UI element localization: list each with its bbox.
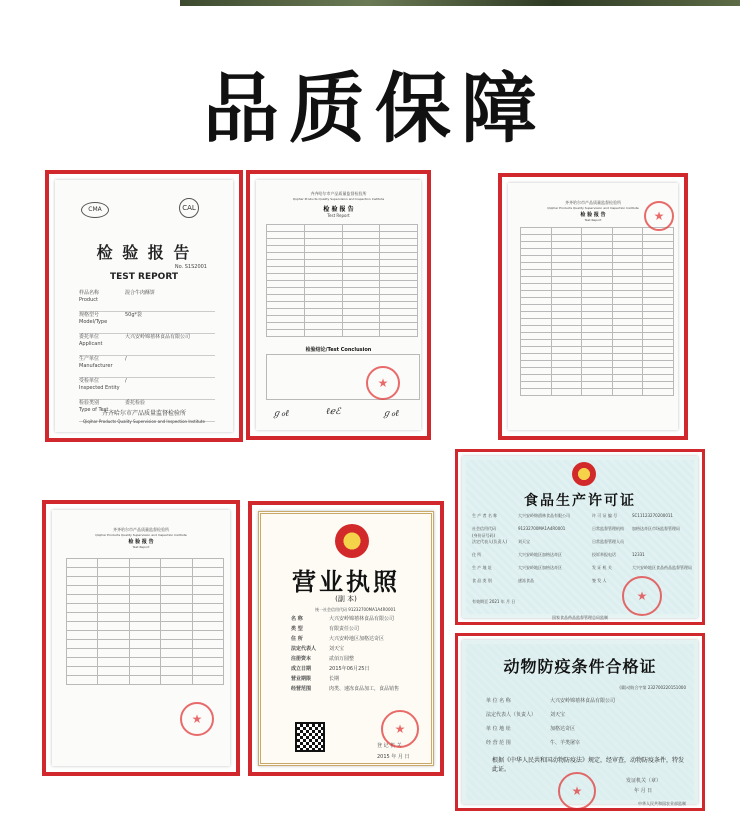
accreditation-logo-icon: CAL — [179, 198, 199, 218]
field-value: 大兴安岭锦禧林食品有限公司 — [550, 698, 616, 704]
credit-code-row — [315, 606, 396, 613]
license-field-row — [592, 551, 700, 564]
field-label: 单 位 名 称 — [486, 698, 511, 704]
license-field-row — [291, 666, 423, 676]
institute-name-en: Qiqihar Products Quality Supervision and Inspection Institute — [547, 206, 639, 210]
field-value: 长期 — [329, 676, 340, 682]
field-label: 生产单位 Manufacturer — [79, 356, 113, 369]
field-label: 住 所 — [291, 636, 303, 642]
field-label: 社会信用代码 (身份证号码) — [472, 526, 496, 538]
license-validity: 有效期至 2021 年 月 日 — [472, 599, 516, 604]
field-value: 大兴安岭地区食品药品监督管理局 — [632, 565, 692, 570]
license-subtitle: (副 本) — [335, 595, 357, 603]
signature-2: ℓℯℰ — [326, 407, 341, 417]
report-title-en: TEST REPORT — [109, 272, 179, 282]
field-value: 肉类、速冻食品加工，食品销售 — [329, 686, 400, 692]
license-field-row — [291, 686, 423, 696]
field-value: 加格达奇区市场监督管理局 — [632, 526, 680, 531]
conclusion-label: 检验结论/Test Conclusion — [305, 347, 372, 353]
field-label: 样品名称 Product — [79, 290, 100, 303]
credit-code-label: 统一社会信用代码 — [315, 607, 347, 612]
institute-name-en: Qiqihar Products Quality Supervision and Inspection Institute — [83, 419, 205, 424]
report-title-en: Test Report — [132, 545, 150, 549]
field-label: 发 证 机 关 — [592, 565, 612, 570]
field-label: 签 发 人 — [592, 578, 607, 583]
registrar-seal-icon — [381, 710, 419, 748]
institute-name-cn: 齐齐哈尔市产品质量监督检验所 — [113, 527, 169, 532]
field-label: 受检单位 Inspected Entity — [79, 378, 120, 391]
field-label: 食 品 类 别 — [472, 578, 492, 583]
certificate-statement: 根据《中华人民共和国动物防疫法》规定，经审查，动物防疫条件，特发此证。 — [492, 757, 685, 773]
report-field-row — [79, 290, 215, 312]
license-field-row — [472, 512, 590, 525]
field-label: 法定代表人 — [291, 646, 317, 652]
license-field-row — [592, 564, 700, 577]
field-label: 日常监督管理机构 — [592, 526, 624, 531]
field-value: 混合牛肉酥饼 — [125, 290, 156, 296]
field-value: 有限责任公司 — [329, 626, 360, 632]
license-field-row — [592, 525, 700, 538]
registrar-label: 登 记 机 关 — [377, 743, 402, 749]
institute-name-cn: 齐齐哈尔市产品质量监督检验所 — [310, 191, 367, 196]
field-value: 刘天宝 — [518, 539, 530, 544]
license-field-row — [592, 512, 700, 525]
institute-name-en: Qiqihar Products Quality Supervision and Inspection Institute — [95, 533, 187, 537]
report-field-row — [79, 312, 215, 334]
field-value: 12331 — [632, 552, 645, 557]
license-field-row — [592, 538, 700, 551]
field-label: 注册资本 — [291, 656, 312, 662]
field-label: 单 位 地 址 — [486, 726, 511, 732]
food-production-license-card — [455, 449, 705, 625]
field-value: 2015年06月25日 — [329, 666, 370, 672]
test-report-results-document — [52, 510, 230, 766]
license-field-row — [472, 564, 590, 577]
certificate-field-row — [486, 726, 686, 740]
license-field-row — [291, 646, 423, 656]
certificate-date: 年 月 日 — [634, 788, 653, 794]
field-label: 经营范围 — [291, 686, 312, 692]
certificate-number-row — [619, 684, 686, 691]
cma-logo-icon: CMA — [81, 202, 109, 218]
field-label: 检验类别 Type of Test — [79, 400, 109, 413]
test-report-page-document — [256, 180, 421, 430]
field-value: 大兴安岭地区加格达奇区 — [329, 636, 385, 642]
field-label: 法定代表人（负责人） — [486, 712, 537, 718]
license-field-row — [291, 676, 423, 686]
report-number: No. S1S2001 — [174, 264, 207, 270]
license-title: 食品生产许可证 — [524, 493, 636, 509]
license-field-list — [291, 616, 423, 696]
inspection-seal-icon — [180, 702, 214, 736]
test-report-cover-document — [55, 180, 233, 432]
test-results-table — [66, 558, 224, 685]
credit-code-value: 91232700MA1A4R0001 — [348, 607, 396, 612]
field-label: 名 称 — [291, 616, 303, 622]
license-field-row — [472, 525, 590, 538]
page-headline: 品质保障 — [203, 64, 547, 153]
issuer-seal-icon — [558, 772, 596, 810]
animal-epidemic-certificate-card — [455, 633, 705, 811]
field-label: 法定代表人(负责人) — [472, 539, 508, 544]
test-report-page-card — [246, 170, 431, 440]
field-label: 日常监督管理人员 — [592, 539, 624, 544]
field-value: 刘天宝 — [550, 712, 566, 718]
certificate-field-row — [486, 712, 686, 726]
field-value: / — [125, 378, 127, 384]
field-label: 营业期限 — [291, 676, 312, 682]
certificate-footer: 中华人民共和国农业部监制 — [638, 801, 686, 806]
field-value: 大兴安岭地区加格达奇区 — [518, 552, 562, 557]
field-label: 住 所 — [472, 552, 482, 557]
inspection-seal-icon — [366, 366, 400, 400]
field-label: 投诉举报电话 — [592, 552, 616, 557]
report-title-en: Test Report — [584, 218, 602, 222]
field-value: 大兴安岭锦禧林食品有限公司 — [518, 513, 570, 518]
report-title-cn: 检 验 报 告 — [96, 243, 192, 262]
certificate-title: 动物防疫条件合格证 — [503, 657, 657, 676]
report-title-en: Test Report — [327, 213, 350, 218]
field-label: 委托单位 Applicant — [79, 334, 103, 347]
report-field-row — [79, 378, 215, 400]
license-field-row — [291, 626, 423, 636]
report-field-row — [79, 334, 215, 356]
field-label: 生 产 地 址 — [472, 565, 492, 570]
license-field-row — [291, 656, 423, 666]
field-label: 生 产 者 名 称 — [472, 513, 498, 518]
certificate-field-list — [486, 698, 686, 754]
license-date: 2015 年 月 日 — [377, 754, 410, 760]
field-label: 规格型号 Model/Type — [79, 312, 108, 325]
qr-code-icon — [295, 722, 325, 752]
institute-name-cn: 齐齐哈尔市产品质量监督检验所 — [101, 410, 186, 417]
report-info-table — [266, 224, 418, 337]
institute-name-cn: 齐齐哈尔市产品质量监督检验所 — [565, 200, 621, 205]
field-value: 加格达奇区 — [550, 726, 576, 732]
field-label: 成立日期 — [291, 666, 312, 672]
top-decorative-strip — [180, 0, 740, 6]
test-report-results-card — [42, 500, 240, 776]
issuer-label: 发证机关（章） — [626, 778, 662, 784]
signature-1: ℊℴℓ — [272, 409, 289, 419]
national-emblem-icon — [335, 524, 369, 558]
food-production-license-document — [462, 456, 698, 618]
field-value: 大兴安岭地区加格达奇区 — [518, 565, 562, 570]
business-license-card — [248, 501, 444, 776]
field-value: 贰佰万圆整 — [329, 656, 355, 662]
license-field-row — [472, 577, 590, 590]
license-title: 营业执照 — [292, 568, 400, 596]
license-footer: 国家食品药品监督管理总局监制 — [552, 615, 608, 620]
test-report-data-card — [498, 173, 688, 440]
certificate-number-value: 232700220151000 — [647, 685, 686, 690]
report-field-row — [79, 356, 215, 378]
report-title-cn: 检 验 报 告 — [128, 539, 154, 545]
field-value: 大兴安岭锦禧林食品有限公司 — [329, 616, 395, 622]
field-value: SC11123270200011 — [632, 513, 673, 518]
institute-name-en: Qiqihar Products Quality Supervision and Inspection Institute — [292, 197, 385, 201]
signature-3: ℊℴℓ — [382, 409, 399, 419]
field-value: 牛、羊类屠宰 — [550, 740, 581, 746]
animal-epidemic-certificate-document — [462, 640, 698, 804]
report-title-cn: 检 验 报 告 — [580, 212, 606, 218]
field-value: / — [125, 356, 127, 362]
field-value: 大兴安岭锦禧林食品有限公司 — [125, 334, 191, 340]
business-license-document — [258, 511, 434, 766]
license-field-row — [472, 538, 590, 551]
test-report-cover-card — [45, 170, 243, 442]
national-emblem-icon — [572, 462, 596, 486]
report-title-cn: 检 验 报 告 — [323, 206, 354, 213]
inspection-seal-icon — [644, 201, 674, 231]
license-field-row — [472, 551, 590, 564]
field-value: 委托检验 — [125, 400, 146, 406]
report-field-list — [79, 290, 215, 422]
field-value: 91232700MA1A4R0001 — [518, 526, 566, 531]
field-value: 刘天宝 — [329, 646, 345, 652]
certificate-field-row — [486, 698, 686, 712]
license-field-row — [291, 636, 423, 646]
license-left-fields — [472, 512, 590, 590]
certificate-field-row — [486, 740, 686, 754]
test-results-table — [520, 227, 674, 396]
field-value: 50g*袋 — [125, 312, 143, 318]
certificate-number-label: (冀)动防合字第 — [619, 685, 647, 690]
license-field-row — [291, 616, 423, 626]
field-label: 经 营 范 围 — [486, 740, 511, 746]
field-label: 许 可 证 编 号 — [592, 513, 618, 518]
issuer-seal-icon — [622, 576, 662, 616]
field-label: 类 型 — [291, 626, 303, 632]
test-report-data-document — [508, 183, 678, 430]
field-value: 速冻食品 — [518, 578, 534, 583]
